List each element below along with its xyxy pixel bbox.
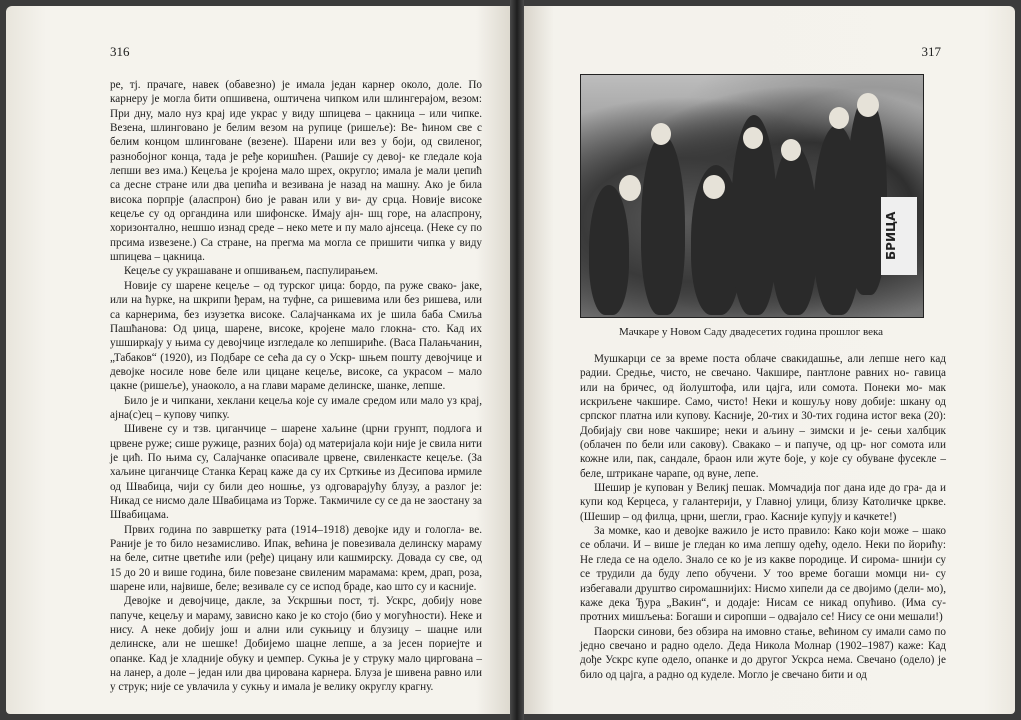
paragraph: За момке, као и девојке важило је исто правило: Како који може – шако се облачи. И – више је гледан ко има лепшу одећу, одело. Неки по йорићу: Не гледа се на одело. Знало се ко је из какве породице. И сирома- шнији су се трудили да буду лепо обучени. У тоо време богаши момци ни- су избегавали друштво сиромашнијих: Нисмо хипели да се двојимо (дели- мо), каже дека Ђура „Вакин“, и додаје: Нисам се никад опућиво. (Има су- протних мишљења: Богаши и сиропши – одвајало се! Нису се они мешали!) <box>580 525 946 624</box>
face <box>781 139 801 161</box>
paragraph: Било је и чипкани, хеклани кецеља које су имале средом или мало уз крај, ајна(с)ец – купову чипку. <box>110 394 482 421</box>
photo-caption: Мачкаре у Новом Саду двадесетих година прошлог века <box>618 326 884 338</box>
figure-silhouette <box>641 135 685 315</box>
paragraph: Кецеље су украшаване и опшивањем, паспулирањем. <box>124 265 378 278</box>
paragraph: ре, тј. прачаге, навек (обавезно) је имала један карнер около, доле. По карнеру је могла бити опшивена, оштичена чипком или шлингерајом, везом: При дну, мало нуз крај иде украс у виду шпицева – цакница – или чипке. Везена, шлинговано је белим везом на рупице (ришеље): Ве- ћином све с белим концом шлинговане (везене). Шарени или вез у боји, од свиленог, разнобојног конца, тада је ређе коришћен. (Рашије су девој- ке гледале која лепши вез има.) Кецеља је кројена мало шрех, округло; имала је мали џепић са десне стране или два џепића и везивана је назад на машну. Ако је била висока порпрје (аласпрон) био је раван или у ви- ду срца. Новије високе кецеље су од органдина или шифонске. Имају ајн- шц горе, на аласпрону, хоризонтално, нешшо изнад среде – неко мете и пу мало ајнсеца. (Неке су по прсима извезене.) Са стране, на прегма ма могла се пришити чипка у виду шпицева – цакница. <box>110 79 482 264</box>
page-number: 317 <box>921 44 941 59</box>
book-gutter <box>510 0 524 720</box>
face <box>857 93 879 117</box>
paragraph: Првих година по завршетку рата (1914–1918) девојке иду и гологла- ве. Раније је то било незамисливо. Ипак, већина је повезивала делинску мараму на беле, ситне цветиће или (ређе) цицану или кашмирску. Довада су све, од 15 до 20 и више година, биле повезане свиленим марамама: крем, драп, роза, шарене или, највише, беле; везивале су се испод браде, као што су и касније. <box>110 523 482 594</box>
right-page <box>524 6 1015 714</box>
figure-silhouette <box>771 145 817 315</box>
face <box>829 107 849 129</box>
paragraph: Девојке и девојчице, дакле, за Ускршњи пост, тј. Ускрс, добију нове папуче, кецељу и мараму, зависно како је ко стојо (био у могућности). Неке и нису. А неке добију још и ални или сукњицу и блузицу – шацне или делинске, али не шешке! Добијемо шацне лепше, а за јесен пориејте и опанке. Кад је хладније обуку и џемпер. Сукња је у струку мало циргована – на ланер, а доле – један или два цирована карнера. Блуза је шивена равно или у струк; није се увлачила у сукњу и имала је велику округлу крагну. <box>110 595 482 694</box>
page-number: 316 <box>110 44 130 59</box>
paragraph: Паорски синови, без обзира на имовно стање, већином су имали само по једно свечано и радно одело. Деда Никола Молнар (1902–1987) каже: Кад дође Ускрс купе одело, опанке и до другог Ускрса нема. Свечано (одело) је било од цајга, а радно од куделе. Могло је свечано бити и од <box>580 625 946 681</box>
left-page-text <box>110 78 482 695</box>
right-page-text <box>580 352 946 682</box>
face <box>743 127 763 149</box>
face <box>703 175 725 199</box>
carnival-photo <box>580 74 924 318</box>
face <box>619 175 641 201</box>
paragraph: Шивене су и тзв. циганчице – шарене хаљине (црни грунпт, подлога и црвене руже; сише ружице, разних боја) од материјала који није је свила нити је цић. По њима су, Салајчанке опасивале црвене, свиленкасте кецеље. (За хаљине циганчице Станка Керац каже да су их Срткиње из Десипова ирмиле од Швабица, чији су били део ношње, уз одговарајућу блузу, а разлог је: Никад се нисмо дале Швабицама из Торже. Такмичиле су се да не заостану за Швабицама. <box>110 423 482 522</box>
paragraph: Новије су шарене кецеље – од турског џица: бордо, па руже свако- јаке, или на ћурке, на шкрипи ђерам, на туфне, са ришевима или без ришева, или са карнерима, без изузетка високе. Салајчанкама их је шила баба Смиља Пашћанова: Од џица, шарене, високе, кројене мало глокна- сто. Кад их ушширкају у њима су девојчице изгледале ко лепшириће. (Васа Палањчанин, „Табаков“ (1920), из Подбаре се сећа да су о Ускр- шњем пошту девојчице и девојке носиле нове беле или цицане кецеље, високе, са украсом – мало цакне (ришеље), унаоколо, а на глави мараме делинске, шанке, лепше. <box>110 279 482 393</box>
paragraph: Мушкарци се за време поста облаче свакидашње, али лепше него кад радии. Средње, чисто, не свечано. Чакшире, пантлоне равних но- гавица или на бричес, од йолуштофа, или цајга, или сомота. Понеки мо- мак искриљене чакшире. Само, чисто! Неки и кошуљу нову добије: шкану од српског платна или купову. Касније, 20-тих и 30-тих година истог века (20): Добијају сви нове чакшире; неки и аљину – зимски и је- сењи халбцик (облачен по бели или сакову). Свакако – и папуче, од цр- ног сомота или кожне или, пак, сандале, браон или жуте боје, у које су обуване фусекле – беле, штрикане чарапе, од вуне, лепе. <box>580 353 946 480</box>
figure-silhouette <box>589 185 629 315</box>
photo-sign: БРИЦА <box>881 197 917 275</box>
paragraph: Шешир је купован у Великј пешак. Момчадија пог дана иде до гра- да и купи код Керцеса, у галантерији, у Главној улици, близу Католичке цркве. (Шешир – од филца, црни, шегли, грао. Касније купују и качкете!) <box>580 482 946 523</box>
face <box>651 123 671 145</box>
left-page <box>6 6 510 714</box>
